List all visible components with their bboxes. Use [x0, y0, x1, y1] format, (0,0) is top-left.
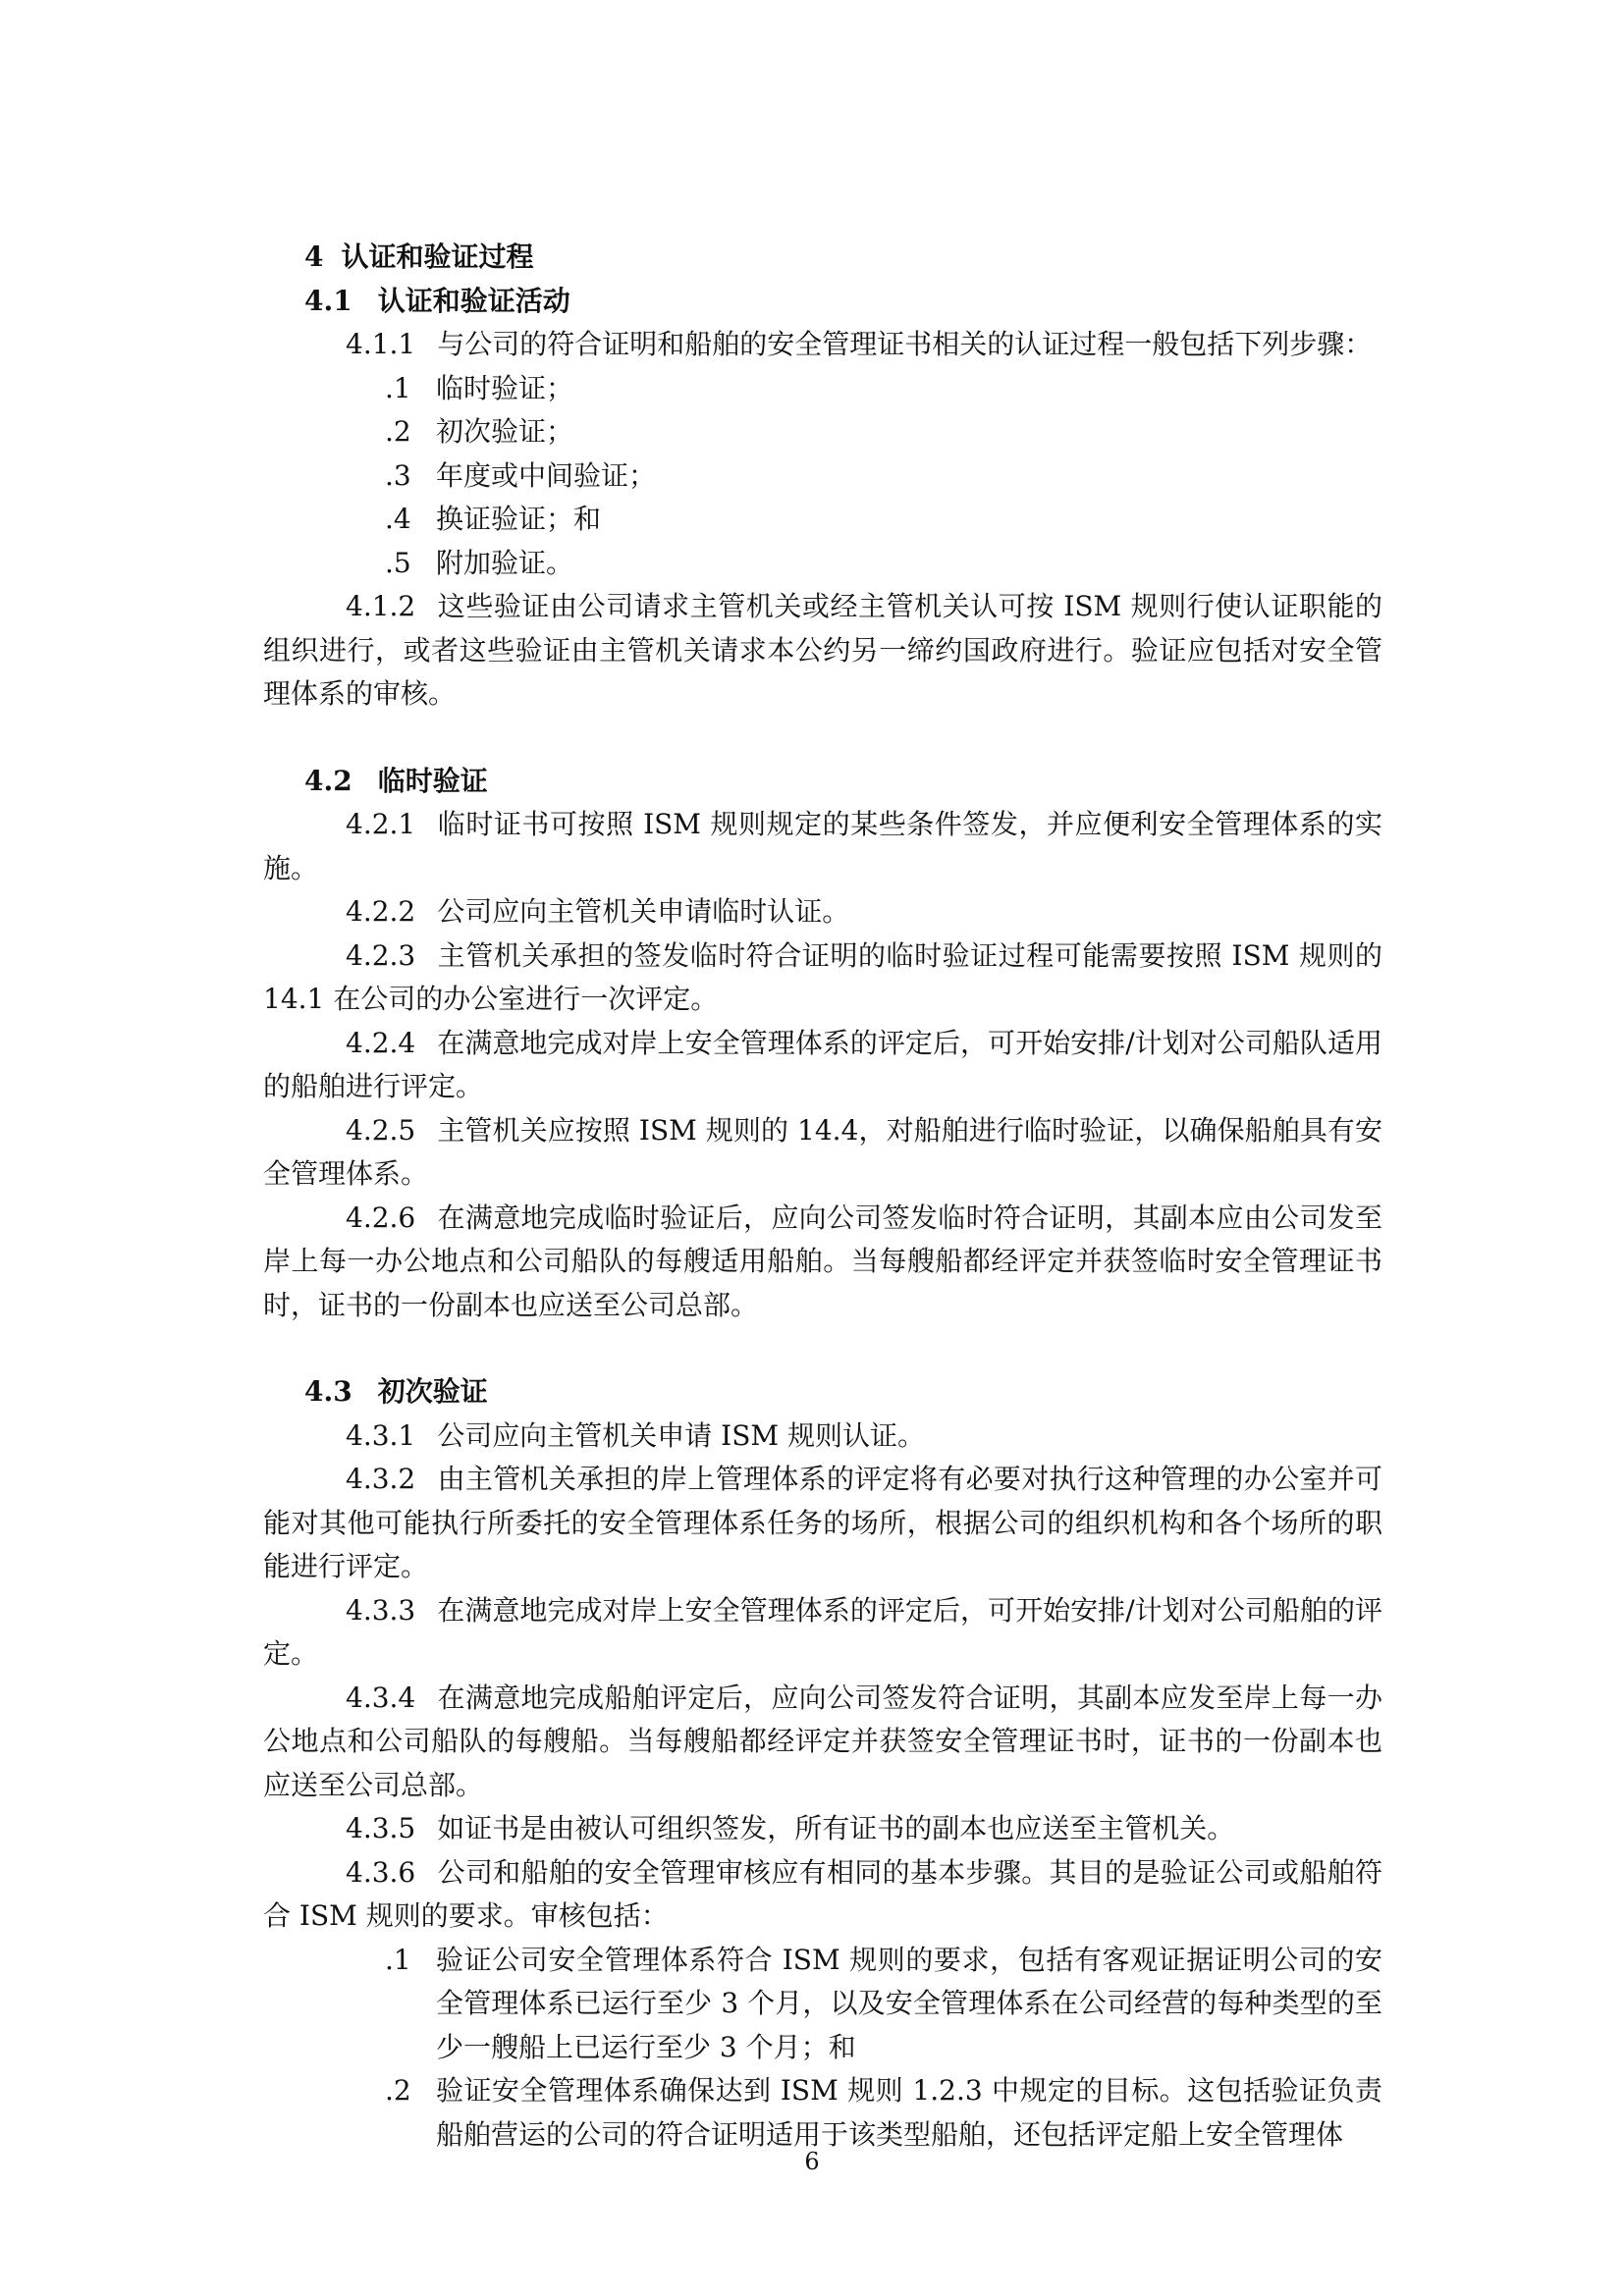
section-heading-4-3	[263, 1370, 1382, 1415]
paragraph-4-3-1	[263, 1415, 1382, 1459]
paragraph-4-3-2	[263, 1458, 1382, 1589]
paragraph-number: 4.3.5	[346, 1812, 416, 1844]
item-number: .5	[385, 546, 411, 579]
list-item	[263, 2069, 1382, 2157]
list-item	[263, 454, 1382, 499]
item-number: .1	[385, 1943, 411, 1976]
item-number: .1	[385, 371, 411, 404]
paragraph-text: 这些验证由公司请求主管机关或经主管机关认可按 ISM 规则行使认证职能的组织进行，或者这些验证由主管机关请求本公约另一缔约国政府进行。验证应包括对安全管理体系的审核。	[263, 590, 1382, 710]
paragraph-text: 主管机关承担的签发临时符合证明的临时验证过程可能需要按照 ISM 规则的 14.1 在公司的办公室进行一次评定。	[263, 938, 1382, 1015]
item-text: 换证验证；和	[436, 503, 602, 535]
paragraph-4-3-5	[263, 1807, 1382, 1851]
paragraph-number: 4.2.2	[346, 895, 416, 928]
paragraph-number: 4.3.3	[346, 1593, 416, 1627]
paragraph-4-2-4	[263, 1022, 1382, 1109]
section-number: 4	[304, 240, 324, 273]
list-item	[263, 498, 1382, 542]
paragraph-text: 在满意地完成对岸上安全管理体系的评定后，可开始安排/计划对公司船舶的评定。	[263, 1593, 1382, 1670]
list-item	[263, 542, 1382, 586]
section-heading-4-1	[263, 280, 1382, 324]
section-title: 认证和验证活动	[377, 284, 570, 317]
paragraph-4-3-3	[263, 1589, 1382, 1677]
section-heading-4	[263, 236, 1382, 280]
paragraph-text: 在满意地完成对岸上安全管理体系的评定后，可开始安排/计划对公司船队适用的船舶进行评定。	[263, 1026, 1382, 1102]
spacer	[263, 717, 1382, 760]
paragraph-number: 4.1.1	[346, 328, 416, 360]
paragraph-4-3-6	[263, 1851, 1382, 1939]
paragraph-text: 公司应向主管机关申请 ISM 规则认证。	[437, 1418, 925, 1452]
paragraph-4-2-6	[263, 1197, 1382, 1328]
paragraph-number: 4.2.4	[346, 1026, 416, 1059]
paragraph-text: 与公司的符合证明和船舶的安全管理证书相关的认证过程一般包括下列步骤：	[437, 328, 1373, 360]
paragraph-number: 4.2.5	[346, 1113, 416, 1147]
paragraph-text: 由主管机关承担的岸上管理体系的评定将有必要对执行这种管理的办公室并可能对其他可能执行所委托的安全管理体系任务的场所，根据公司的组织机构和各个场所的职能进行评定。	[263, 1463, 1382, 1582]
paragraph-number: 4.3.2	[346, 1463, 416, 1495]
paragraph-4-2-5	[263, 1109, 1382, 1197]
paragraph-number: 4.2.1	[346, 808, 416, 840]
paragraph-4-2-2	[263, 890, 1382, 934]
spacer	[263, 1327, 1382, 1370]
item-text: 临时验证；	[436, 371, 574, 404]
paragraph-number: 4.3.4	[346, 1681, 416, 1714]
paragraph-4-3-4	[263, 1677, 1382, 1808]
paragraph-text: 公司应向主管机关申请临时认证。	[437, 895, 850, 928]
item-text: 初次验证；	[436, 415, 574, 448]
paragraph-number: 4.1.2	[346, 590, 416, 622]
section-heading-4-2	[263, 760, 1382, 804]
paragraph-text: 主管机关应按照 ISM 规则的 14.4，对船舶进行临时验证，以确保船舶具有安全管理体系。	[263, 1113, 1382, 1190]
item-text: 验证公司安全管理体系符合 ISM 规则的要求，包括有客观证据证明公司的安全管理体系已运行至少 3 个月，以及安全管理体系在公司经营的每种类型的至少一艘船上已运行至少 3 个月；和	[436, 1943, 1382, 2063]
section-number: 4.1	[304, 284, 352, 317]
paragraph-number: 4.3.6	[346, 1855, 416, 1889]
item-text: 验证安全管理体系确保达到 ISM 规则 1.2.3 中规定的目标。这包括验证负责船舶营运的公司的符合证明适用于该类型船舶，还包括评定船上安全管理体	[436, 2074, 1382, 2151]
section-number: 4.3	[304, 1375, 352, 1408]
paragraph-number: 4.2.3	[346, 938, 416, 972]
item-number: .4	[385, 503, 411, 535]
paragraph-number: 4.2.6	[346, 1201, 416, 1234]
paragraph-text: 在满意地完成船舶评定后，应向公司签发符合证明，其副本应发至岸上每一办公地点和公司船队的每艘船。当每艘船都经评定并获签安全管理证书时，证书的一份副本也应送至公司总部。	[263, 1681, 1382, 1801]
section-number: 4.2	[304, 764, 352, 797]
paragraph-4-2-1	[263, 803, 1382, 890]
section-title: 初次验证	[377, 1375, 488, 1408]
list-item	[263, 1939, 1382, 2070]
paragraph-text: 公司和船舶的安全管理审核应有相同的基本步骤。其目的是验证公司或船舶符合 ISM 规则的要求。审核包括：	[263, 1855, 1382, 1932]
item-number: .3	[385, 458, 411, 492]
paragraph-number: 4.3.1	[346, 1418, 416, 1452]
page-content	[263, 236, 1382, 2157]
paragraph-4-2-3	[263, 934, 1382, 1022]
list-item	[263, 367, 1382, 411]
paragraph-4-1-1	[263, 323, 1382, 367]
section-title: 临时验证	[377, 764, 488, 797]
item-number: .2	[385, 2074, 411, 2107]
item-number: .2	[385, 415, 411, 448]
item-text: 附加验证。	[436, 546, 574, 579]
paragraph-text: 临时证书可按照 ISM 规则规定的某些条件签发，并应便利安全管理体系的实施。	[263, 808, 1382, 884]
item-text: 年度或中间验证；	[436, 458, 657, 492]
section-title: 认证和验证过程	[341, 240, 534, 273]
list-item	[263, 410, 1382, 454]
paragraph-4-1-2	[263, 585, 1382, 717]
page-number: 6	[804, 2148, 820, 2175]
paragraph-text: 如证书是由被认可组织签发，所有证书的副本也应送至主管机关。	[437, 1812, 1235, 1844]
paragraph-text: 在满意地完成临时验证后，应向公司签发临时符合证明，其副本应由公司发至岸上每一办公地点和公司船队的每艘适用船舶。当每艘船都经评定并获签临时安全管理证书时，证书的一份副本也应送至公司总部。	[263, 1201, 1382, 1321]
